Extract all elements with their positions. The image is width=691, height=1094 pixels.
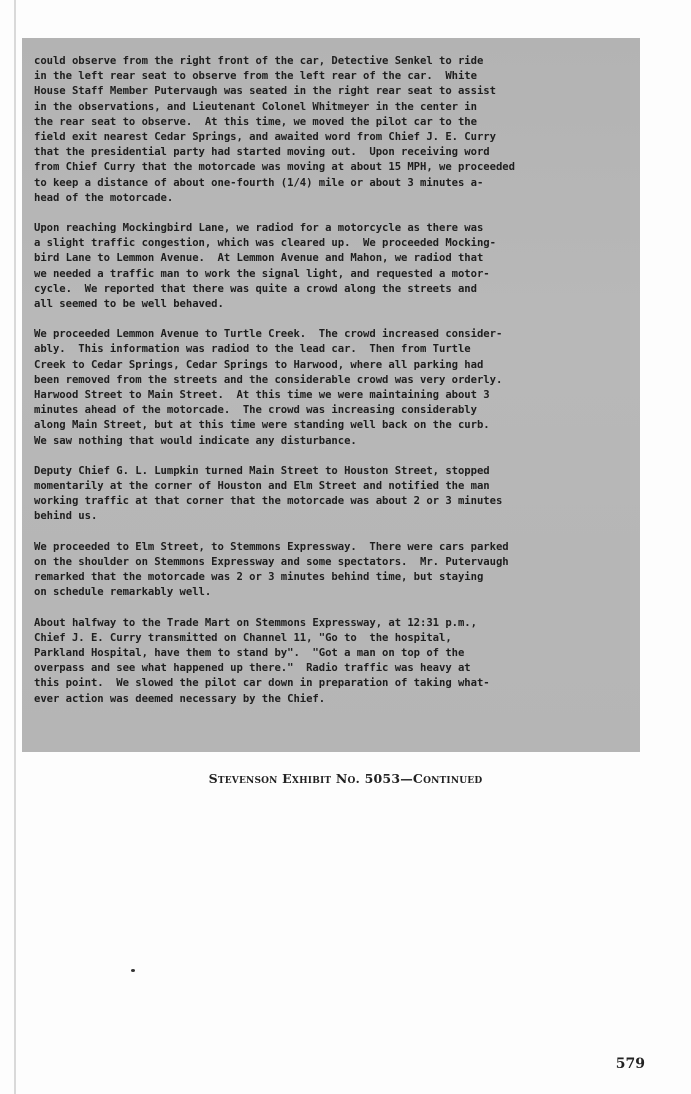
text-line: cycle. We reported that there was quite a crowd along the streets and	[34, 282, 477, 295]
page-number: 579	[615, 1056, 645, 1072]
text-line: behind us.	[34, 510, 98, 523]
text-line: We proceeded Lemmon Avenue to Turtle Creek. The crowd increased consider-	[34, 328, 503, 341]
text-line: to keep a distance of about one-fourth (1/4) mile or about 3 minutes a-	[34, 176, 484, 189]
exhibit-paragraph-2	[34, 221, 624, 312]
text-line: Upon reaching Mockingbird Lane, we radiod for a motorcycle as there was	[34, 222, 484, 235]
text-line: along Main Street, but at this time were standing well back on the curb.	[34, 419, 490, 432]
exhibit-paragraph-3	[34, 327, 624, 449]
text-line: Harwood Street to Main Street. At this time we were maintaining about 3	[34, 389, 490, 402]
text-line: House Staff Member Putervaugh was seated in the right rear seat to assist	[34, 85, 496, 98]
text-line: the rear seat to observe. At this time, we moved the pilot car to the	[34, 115, 477, 128]
exhibit-paragraph-5	[34, 540, 624, 601]
exhibit-paragraph-1	[34, 54, 624, 206]
text-line: from Chief Curry that the motorcade was moving at about 15 MPH, we proceeded	[34, 161, 515, 174]
text-line: Creek to Cedar Springs, Cedar Springs to Harwood, where all parking had	[34, 358, 484, 371]
text-line: momentarily at the corner of Houston and Elm Street and notified the man	[34, 480, 490, 493]
text-line: on the shoulder on Stemmons Expressway and some spectators. Mr. Putervaugh	[34, 555, 509, 568]
text-line: ever action was deemed necessary by the Chief.	[34, 692, 326, 705]
exhibit-paragraph-6	[34, 616, 624, 707]
text-line: working traffic at that corner that the motorcade was about 2 or 3 minutes	[34, 495, 503, 508]
text-line: bird Lane to Lemmon Avenue. At Lemmon Avenue and Mahon, we radiod that	[34, 252, 484, 265]
text-line: could observe from the right front of the car, Detective Senkel to ride	[34, 55, 484, 67]
text-line: About halfway to the Trade Mart on Stemmons Expressway, at 12:31 p.m.,	[34, 616, 477, 629]
text-line: Deputy Chief G. L. Lumpkin turned Main Street to Houston Street, stopped	[34, 464, 490, 477]
text-line: ably. This information was radiod to the lead car. Then from Turtle	[34, 343, 471, 356]
exhibit-caption: Stevenson Exhibit No. 5053—Continued	[208, 771, 483, 786]
text-line: all seemed to be well behaved.	[34, 298, 224, 311]
text-line: We proceeded to Elm Street, to Stemmons Expressway. There were cars parked	[34, 540, 509, 553]
exhibit-paragraph-4	[34, 464, 624, 525]
text-line: Chief J. E. Curry transmitted on Channel 11, "Go to the hospital,	[34, 631, 452, 644]
text-line: this point. We slowed the pilot car down in preparation of taking what-	[34, 677, 490, 690]
text-line: in the left rear seat to observe from the left rear of the car. White	[34, 70, 477, 83]
page-edge-rule	[14, 0, 16, 1094]
text-line: head of the motorcade.	[34, 191, 174, 204]
text-line: We saw nothing that would indicate any disturbance.	[34, 434, 357, 447]
text-line: been removed from the streets and the considerable crowd was very orderly.	[34, 373, 503, 386]
text-line: that the presidential party had started moving out. Upon receiving word	[34, 146, 490, 159]
print-speck	[131, 969, 135, 972]
text-line: in the observations, and Lieutenant Colonel Whitmeyer in the center in	[34, 100, 477, 113]
text-line: on schedule remarkably well.	[34, 586, 212, 599]
text-line: remarked that the motorcade was 2 or 3 minutes behind time, but staying	[34, 571, 484, 584]
text-line: overpass and see what happened up there." Radio traffic was heavy at	[34, 662, 471, 675]
text-line: minutes ahead of the motorcade. The crowd was increasing considerably	[34, 404, 477, 417]
text-line: we needed a traffic man to work the signal light, and requested a motor-	[34, 267, 490, 280]
text-line: field exit nearest Cedar Springs, and awaited word from Chief J. E. Curry	[34, 131, 496, 144]
text-line: Parkland Hospital, have them to stand by". "Got a man on top of the	[34, 646, 465, 659]
text-line: a slight traffic congestion, which was cleared up. We proceeded Mocking-	[34, 237, 496, 250]
typewritten-exhibit-plate	[22, 38, 640, 752]
